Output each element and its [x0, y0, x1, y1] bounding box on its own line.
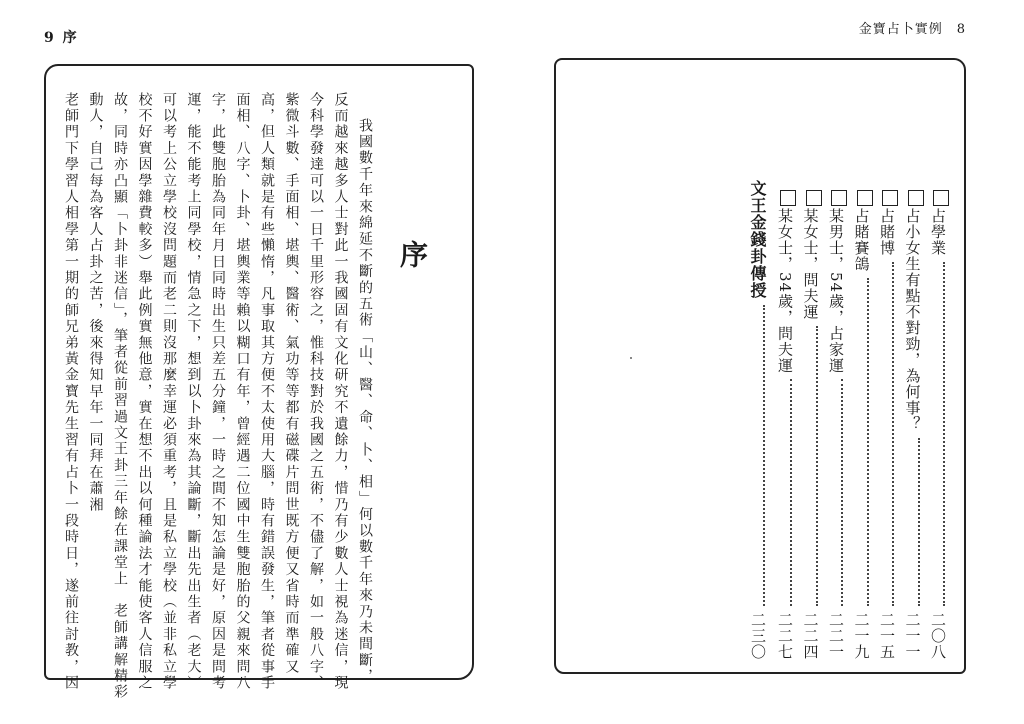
toc-page-number: 二一九 [852, 612, 871, 660]
preface-column: 面相、八字、卜卦、堪輿業等賴以糊口有年，曾經遇二位國中生雙胞胎的父親來問八 [234, 92, 251, 692]
checkbox-icon [857, 190, 873, 206]
toc-entry[interactable] [928, 190, 949, 660]
preface-column: 可以考上公立學校沒問題而老二則沒那麼幸運必須重考，且是私立學校（並非私立學 [161, 92, 177, 692]
toc-entry[interactable] [775, 190, 796, 660]
right-page-header: 金寶占卜實例 8 [858, 22, 966, 37]
toc-leader-dots [881, 262, 894, 606]
checkbox-icon [933, 190, 949, 206]
toc-page-number: 二一一 [903, 612, 922, 660]
preface-column: 動人，自己每為客人占卦之苦，後來得知早年一同拜在蕭湘 [87, 92, 104, 514]
toc-page-number: 二二一 [827, 612, 845, 660]
toc-page-number: 二二四 [801, 612, 820, 660]
checkbox-icon [831, 190, 847, 206]
toc-entry[interactable] [877, 190, 898, 660]
checkbox-icon [806, 190, 822, 206]
toc-page-number: 二一五 [878, 612, 896, 660]
preface-column: 高，但人類就是有些懶惰，凡事取其方便不太使用大腦，時有錯誤發生，筆者從事手 [259, 92, 275, 692]
toc-entry[interactable] [801, 190, 822, 660]
toc-entry[interactable] [826, 190, 847, 660]
preface-column: 老師門下學習人相學第一期的師兄弟黃金寶先生習有占卜一段時日，遂前往討教，因 [63, 92, 79, 692]
preface-column: 故，同時亦凸顯「卜卦非迷信」，筆者從前習過文王卦三年餘在課堂上 老師講解精彩 [112, 92, 128, 701]
toc-leader-dots [779, 379, 792, 606]
toc-entry-label: 占學業 [929, 208, 947, 256]
preface-title: 序 [396, 240, 429, 268]
toc-entry-label: 占賭賽鴿 [852, 208, 871, 272]
toc-entry[interactable] [746, 180, 769, 660]
toc-leader-dots [932, 262, 945, 606]
toc-page-number: 二〇八 [929, 612, 947, 660]
toc-leader-dots [856, 278, 869, 606]
toc-entry-label: 占小女生有點不對勁，為何事？ [903, 208, 922, 432]
toc-page-number: 二三〇 [749, 612, 767, 660]
preface-column: 紫微斗數、手面相、堪輿、醫術、氣功等等都有磁碟片問世既方便又省時而準確又 [283, 92, 300, 676]
left-page-header: 9 序 [44, 30, 79, 46]
toc-entry-label: 某男士，54歲，占家運 [827, 208, 845, 374]
toc-entry-label: 占賭博 [878, 208, 896, 256]
checkbox-icon [780, 190, 796, 206]
toc-entry-label: 文王金錢卦傳授 [748, 180, 767, 299]
toc-page-number: 二二七 [776, 612, 794, 660]
preface-column: 運，能不能考上同學校，情急之下，想到以卜卦來為其論斷，斷出先出生者（老大） [185, 92, 202, 692]
preface-column: 今科學發達可以一日千里形容之，惟科技對於我國之五術，不儘了解，如一般八字、 [308, 92, 324, 692]
preface-column: 字，此雙胞胎為同年月日同時出生只差五分鐘，一時之間不知怎論是好，原因是問考 [210, 92, 226, 692]
toc-entry[interactable] [903, 190, 924, 660]
toc-entry-label: 某女士，問夫運 [801, 208, 820, 320]
toc-leader-dots [805, 326, 818, 606]
checkbox-icon [882, 190, 898, 206]
checkbox-icon [908, 190, 924, 206]
toc-entry[interactable] [852, 190, 873, 660]
toc-leader-dots [750, 305, 765, 606]
scan-speck [630, 357, 632, 359]
preface-column: 校不好實因學雜費較多）舉此例實無他意，實在想不出以何種論法才能使客人信服之 [136, 92, 153, 692]
toc-leader-dots [830, 379, 843, 606]
preface-column: 我國數千年來綿延不斷的五術「山、醫、命、卜、相」何以數千年來乃未間斷， [357, 118, 373, 685]
preface-column: 反而越來越多人士對此一我國固有文化研究不遺餘力，惜乃有少數人士視為迷信，現 [332, 92, 349, 692]
toc-entry-label: 某女士，34歲，問夫運 [776, 208, 794, 374]
toc-leader-dots [907, 438, 920, 606]
